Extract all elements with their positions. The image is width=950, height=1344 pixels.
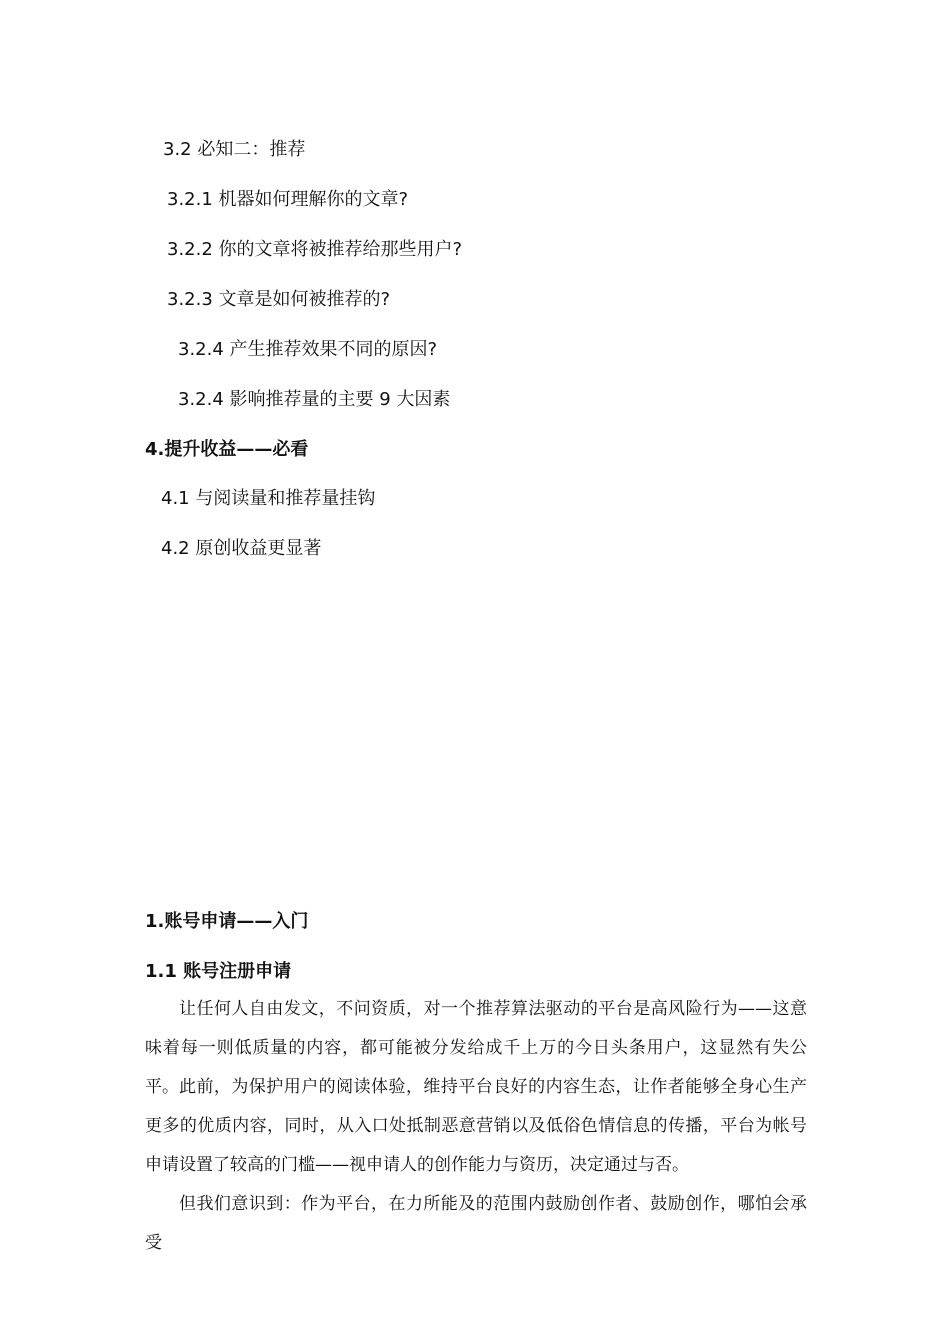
- paragraph-1: 让任何人自由发文，不问资质，对一个推荐算法驱动的平台是高风险行为——这意味着每一则低质量的内容，都可能被分发给成千上万的今日头条用户，这显然有失公平。: [145, 999, 807, 1097]
- section-heading-1-1: 1.1 账号注册申请: [145, 961, 292, 982]
- section-heading-1: 1.账号申请——入门: [145, 911, 309, 932]
- toc-item-3-2-3: 3.2.3 文章是如何被推荐的?: [167, 289, 391, 310]
- toc-item-4-1: 4.1 与阅读量和推荐量挂钩: [161, 488, 376, 509]
- toc-item-3-2-2: 3.2.2 你的文章将被推荐给那些用户?: [167, 239, 463, 260]
- toc-item-4-2: 4.2 原创收益更显著: [161, 538, 322, 559]
- paragraph-3: 但我们意识到：作为平台，在力所能及的范围内鼓励创作者、鼓励创作，哪怕会承受: [145, 1194, 807, 1253]
- toc-item-3-2-4-causes: 3.2.4 产生推荐效果不同的原因?: [178, 339, 438, 360]
- toc-item-4: 4.提升收益——必看: [145, 439, 309, 460]
- toc-item-3-2-4-factors: 3.2.4 影响推荐量的主要 9 大因素: [178, 389, 451, 410]
- toc-item-3-2-1: 3.2.1 机器如何理解你的文章?: [167, 189, 409, 210]
- paragraph-2: 此前，为保护用户的阅读体验，维持平台良好的内容生态，让作者能够全身心生产更多的优质内容，同时，从入口处抵制恶意营销以及低俗色情信息的传播，平台为帐号申请设置了较高的门槛——视申请人的创作能力与资历，决定通过与否。: [145, 1077, 807, 1175]
- toc-item-3-2: 3.2 必知二：推荐: [163, 139, 306, 160]
